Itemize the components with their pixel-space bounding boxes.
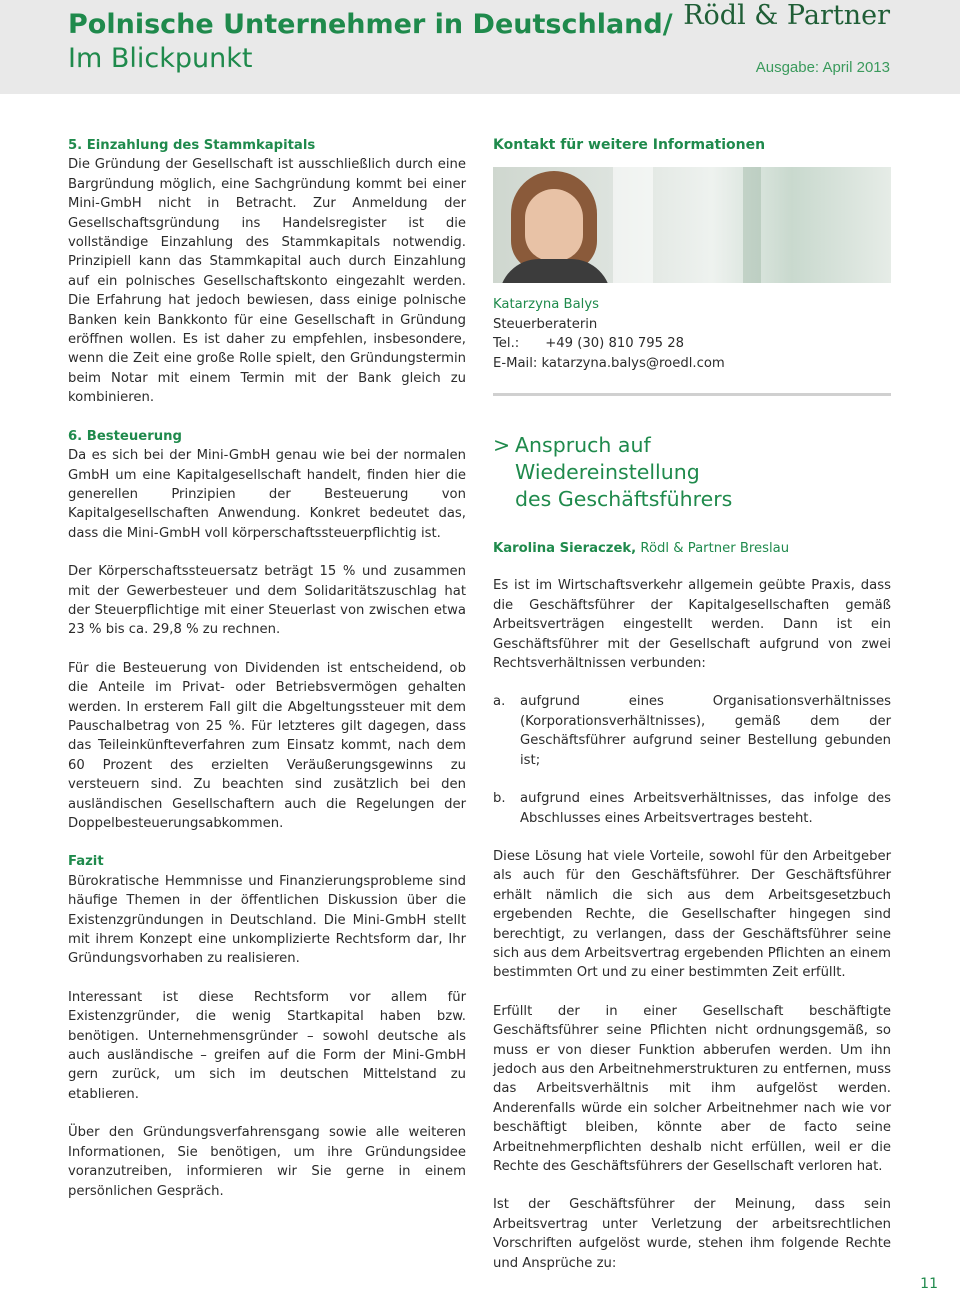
document-title-line2: Im Blickpunkt [68,43,253,74]
section-6-text-2: Der Körperschaftssteuersatz beträgt 15 % und zusammen mit der Gewerbesteuer und dem Solidaritätszuschlag hat der Steuerpflichtige mit einer Steuerlast von zwischen etwa 23 % bis ca. 29,8 % zu rechnen. [68,564,466,638]
brand-logo: Rödl & Partner [683,0,890,31]
right-column [493,136,891,1292]
fazit-text-1: Bürokratische Hemmnisse und Finanzierungsprobleme sind häufige Themen in der öffentlichen Diskussion über die Existenzgründungen in Deutschland. Die Mini-GmbH stellt mit ihrem Konzept eine unkomplizierte Rechtsform dar, Ihr Gründungsvorhaben zu realisieren. [68,873,466,967]
article-title-marker: > [493,433,511,458]
list-item [493,789,891,828]
article-title-line2: Wiedereinstellung [515,460,700,485]
list-item-marker: b. [493,791,506,807]
fazit-heading: Fazit [68,854,104,870]
contact-email-row [493,354,891,373]
contact-email-link[interactable]: katarzyna.balys@roedl.com [541,355,725,371]
article-text-4: Ist der Geschäftsführer der Meinung, dass sein Arbeitsvertrag unter Verletzung der arbeitsrechtlichen Vorschriften aufgelöst wurde, stehen ihm folgende Rechte und Ansprüche zu: [493,1197,891,1271]
contact-heading: Kontakt für weitere Informationen [493,137,766,153]
photo-background-shade [743,167,761,283]
article-title-line3: des Geschäftsführers [515,487,733,512]
section-5-heading: 5. Einzahlung des Stammkapitals [68,138,316,153]
list-item [493,692,891,770]
section-6-text-1: Da es sich bei der Mini-GmbH genau wie bei der normalen GmbH um eine Kapitalgesellschaft handelt, finden hier die generellen Prinzipien der Besteuerung von Kapitalgesellschaften Anwendung. Konkret bedeutet das, dass die Mini-GmbH voll körperschaftssteuerpflichtig ist. [68,448,466,541]
section-5-text: Die Gründung der Gesellschaft ist ausschließlich durch eine Bargründung möglich, eine Sachgründung kommt bei einer Mini-GmbH nicht in Betracht. Zur Anmeldung der Gesellschaftsgründung ins Handelsregister ist die vollständige Einzahlung des Stammkapitals notwendig. Prinzipiell kann das Stammkapital auch durch Einzahlung auf ein polnisches Gesellschaftskonto eingezahlt werden. Die Erfahrung hat jedoch bewiesen, dass einige polnische Banken kein Bankkonto für eine Gesellschaft in Gründung eröffnen wollen. Es ist daher zu empfehlen, insbesondere, wenn die Zeit eine große Rolle spielt, den Gründungstermin beim Notar mit einem Termin mit der Bank gleich zu kombinieren. [68,157,466,406]
contact-photo [493,167,891,283]
list-item-text: aufgrund eines Arbeitsverhältnisses, das infolge des Abschlusses eines Arbeitsvertrages besteht. [520,791,891,826]
page-number: 11 [920,1276,938,1292]
contact-phone-row [493,334,891,353]
article-text-2: Diese Lösung hat viele Vorteile, sowohl für den Arbeitgeber als auch für den Geschäftsführer. Der Geschäftsführer erhält nämlich die sich aus dem Arbeitsgesetzbuch ergebenden Rechte, die Gesellschafter hingegen sind berechtigt, zu verlangen, dass der Geschäftsführer seine sich aus dem Arbeitsvertrag ergebenden Pflichten an einem bestimmten Ort und zu einer bestimmten Zeit erfüllt. [493,848,891,981]
article-text-3: Erfüllt der in einer Gesellschaft beschäftigte Geschäftsführer seine Pflichten nicht ordnungsgemäß, so muss er von dieser Funktion abberufen werden. Um ihn jedoch aus den Arbeitnehmerstrukturen zu entfernen, muss das Arbeitsverhältnis mit ihm aufgelöst werden. Anderenfalls würde ein solcher Arbeitnehmer nach wie vor beschäftigt bleiben, könnte aber de facto seine Arbeitnehmerpflichten deshalb nicht erfüllen, weil er die Rechte des Geschäftsführers der Gesellschaft verloren hat. [493,1003,891,1174]
contact-details [493,295,891,373]
section-divider [493,393,891,396]
page-header [0,0,960,94]
photo-person-body [499,259,611,283]
issue-date: Ausgabe: April 2013 [755,59,890,76]
article-author [493,539,891,558]
document-title [68,8,673,76]
section-6-heading: 6. Besteuerung [68,428,182,444]
article-title [493,432,891,513]
section-6 [68,427,466,543]
photo-person-face [525,189,583,261]
fazit-text-2: Interessant ist diese Rechtsform vor allem für Existenzgründer, die wenig Startkapital haben bzw. benötigen. Unternehmensgründer – sowohl deutsche als auch ausländische – greifen auf die Form der Mini-GmbH gern zurück, um sich im deutschen Mittelstand zu etablieren. [68,989,466,1102]
author-organization: Rödl & Partner Breslau [640,541,790,557]
contact-email-label: E-Mail: [493,355,538,371]
contact-name: Katarzyna Balys [493,297,599,313]
contact-role: Steuerberaterin [493,316,598,332]
fazit [68,852,466,968]
list-item-text: aufgrund eines Organisationsverhältnisses (Korporationsverhältnisses), gemäß dem der Geschäftsführer aufgrund seiner Bestellung gebunden ist; [520,694,891,768]
left-column [68,136,466,1220]
list-item-marker: a. [493,694,506,710]
contact-phone[interactable]: +49 (30) 810 795 28 [545,336,684,352]
article-text-1: Es ist im Wirtschaftsverkehr allgemein geübte Praxis, dass die Geschäftsführer der Kapitalgesellschaften gemäß Arbeitsverträgen eingestellt werden. Dann ist ein Geschäftsführer mit der Gesellschaft aufgrund von zwei Rechtsverhältnissen verbunden: [493,578,891,672]
article-title-line1: Anspruch auf [515,433,651,458]
photo-background-light [613,167,653,283]
fazit-text-3: Über den Gründungsverfahrensgang sowie alle weiteren Informationen, Sie benötigen, um ihre Gründungsidee voranzutreiben, informieren wir Sie gerne in einem persönlichen Gespräch. [68,1125,466,1199]
document-title-line1: Polnische Unternehmer in Deutschland/ [68,9,673,40]
contact-phone-label: Tel.: [493,336,520,352]
section-5 [68,136,466,408]
author-name: Karolina Sieraczek, [493,541,637,557]
section-6-text-3: Für die Besteuerung von Dividenden ist entscheidend, ob die Anteile im Privat- oder Betriebsvermögen gehalten werden. In ersterem Fall gilt die Abgeltungssteuer mit dem Pauschalbetrag von 25 %. Für letzteres gilt dagegen, dass das Teileinkünfteverfahren zum Einsatz kommt, nach dem 60 Prozent des erzielten Veräußerungsgewinns zu versteuern sind. Zu beachten sind zusätzlich bei den ausländischen Gesellschaftern auch die Regelungen der Doppelbesteuerungsabkommen. [68,660,466,831]
